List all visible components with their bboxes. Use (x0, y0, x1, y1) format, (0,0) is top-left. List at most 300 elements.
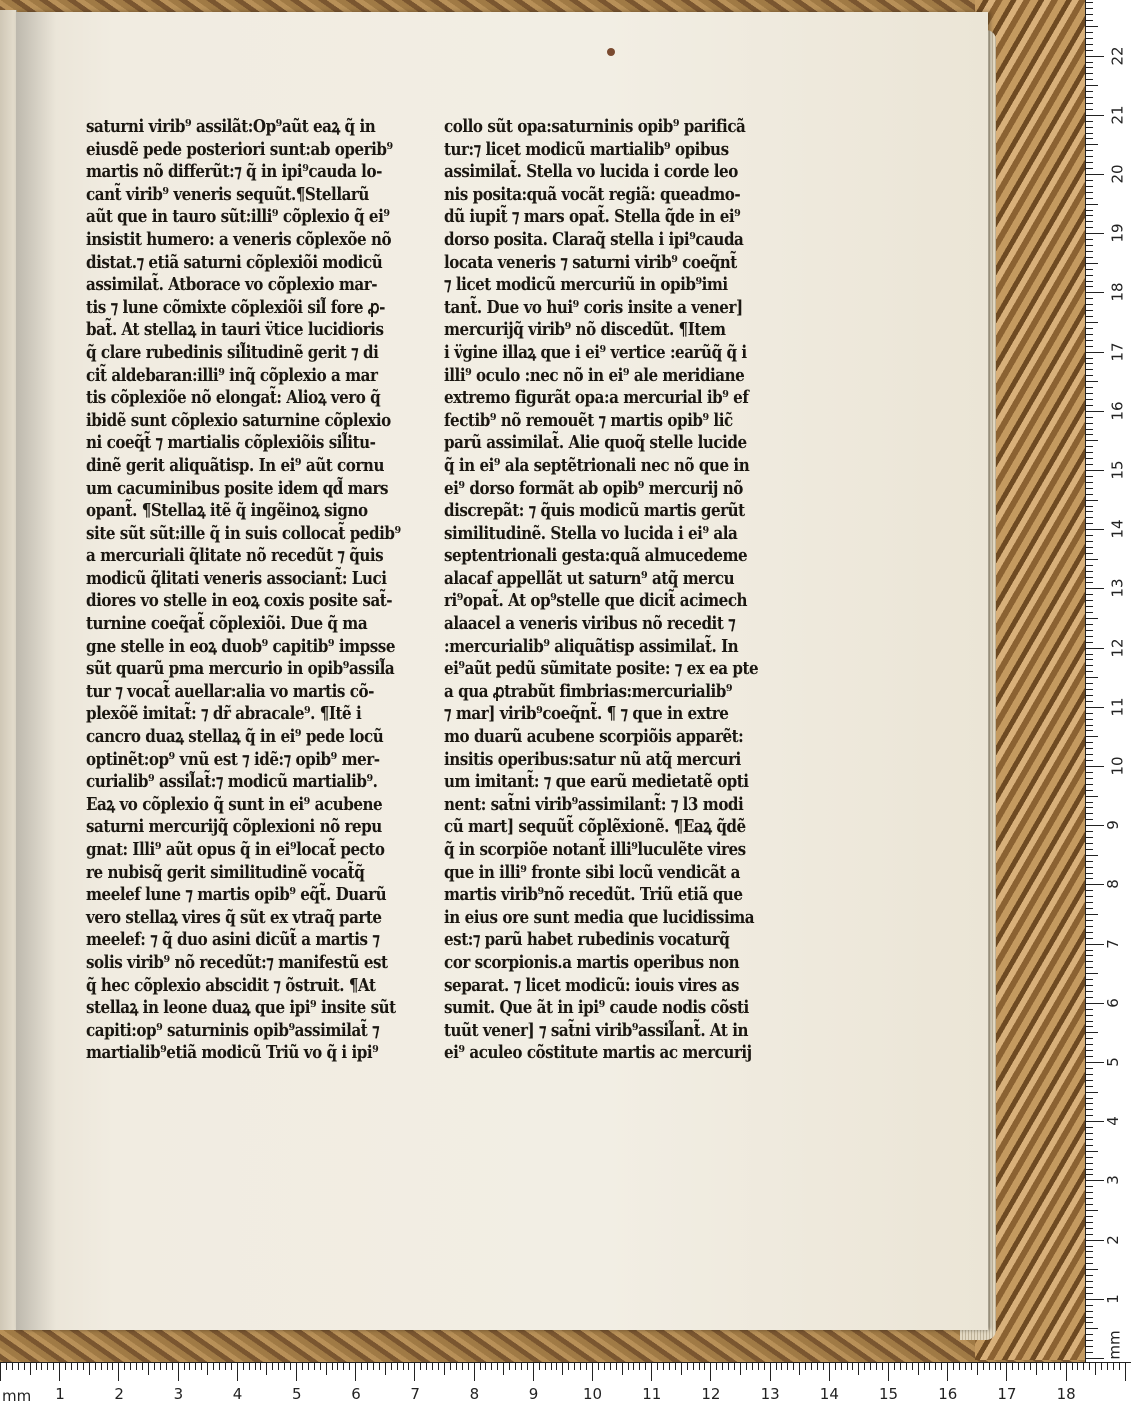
ruler-tick (1101, 1363, 1102, 1370)
text-line: in eius ore sunt media que lucidissima (444, 906, 755, 928)
ruler-tick (1086, 263, 1098, 264)
ruler-tick (1086, 186, 1093, 187)
ruler-tick (432, 1363, 433, 1370)
ruler-tick (1086, 1222, 1093, 1223)
ruler-number: 11 (1108, 697, 1127, 717)
ruler-tick (870, 1363, 871, 1370)
ruler-tick (1024, 1363, 1025, 1370)
ruler-tick (1086, 500, 1098, 501)
ruler-tick (1086, 825, 1104, 826)
ruler-tick (41, 1363, 42, 1370)
ruler-tick (1086, 884, 1104, 885)
ruler-tick (799, 1363, 800, 1375)
ruler-tick (1086, 482, 1093, 483)
ruler-tick (444, 1363, 445, 1375)
ruler-tick (941, 1363, 942, 1370)
ruler-tick (474, 1363, 475, 1381)
ruler-tick (1086, 32, 1093, 33)
ruler-tick (983, 1363, 984, 1370)
ruler-number: 3 (1103, 1175, 1122, 1186)
ruler-tick (1042, 1363, 1043, 1370)
ruler-tick (1086, 571, 1093, 572)
ruler-tick (148, 1363, 149, 1375)
text-line: curialib⁹ assil̃at̃:⁊ modicũ martialib⁹. (86, 771, 378, 793)
text-line: ei⁹ aculeo cõstitute martis ac mercurij (444, 1042, 752, 1064)
ruler-tick (1086, 677, 1098, 678)
ruler-tick (1086, 221, 1093, 222)
ruler-tick (1086, 1216, 1093, 1217)
ruler-tick (408, 1363, 409, 1370)
text-line: martis virib⁹nõ recedũt. Triũ etiã que (444, 884, 743, 906)
ruler-tick (1086, 878, 1093, 879)
ruler-tick (1086, 760, 1093, 761)
ruler-tick (1086, 174, 1104, 175)
text-line: nis posita:quã vocãt regiã: queadmo- (444, 183, 741, 205)
ruler-tick (36, 1363, 37, 1370)
ruler-tick (1086, 778, 1093, 779)
text-line: ⁊ mar] virib⁹coeq̃nt̃. ¶ ⁊ que in extre (444, 703, 729, 725)
ruler-tick (1086, 547, 1093, 548)
ruler-tick (1107, 1363, 1108, 1370)
text-line: sumit. Que ãt in ipi⁹ caude nodis cõsti (444, 997, 749, 1019)
ruler-tick (1086, 1145, 1093, 1146)
ruler-tick (308, 1363, 309, 1370)
ruler-tick (1086, 511, 1093, 512)
ruler-tick (1086, 446, 1093, 447)
ruler-tick (1125, 1363, 1126, 1381)
text-line: dinẽ gerit aliquãtisp. In ei⁹ aũt cornu (86, 454, 384, 476)
ruler-tick (633, 1363, 634, 1370)
ruler-tick (776, 1363, 777, 1370)
ruler-tick (663, 1363, 664, 1370)
ruler-tick (1054, 1363, 1055, 1370)
text-line: dũ iupit̃ ⁊ mars opat̃. Stella q̃de in ei⁹ (444, 206, 741, 228)
ruler-tick (1086, 310, 1093, 311)
text-line: tis ⁊ lune cõmixte cõplexiõi sil̃ fore ꝓ- (86, 296, 385, 318)
ruler-tick (1086, 1240, 1104, 1241)
ruler-tick (142, 1363, 143, 1370)
text-line: que in illi⁹ fronte sibi locũ vendicãt a (444, 861, 740, 883)
text-line: tur ⁊ vocat̃ auellar:alia vo martis cõ- (86, 680, 374, 702)
ruler-tick (1086, 849, 1093, 850)
ruler-tick (1086, 961, 1093, 962)
ruler-tick (710, 1363, 711, 1381)
text-line: solis virib⁹ nõ recedũt:⁊ manifestũ est (86, 951, 388, 973)
ruler-tick (1095, 1363, 1096, 1375)
ruler-tick (669, 1363, 670, 1370)
ruler-tick (426, 1363, 427, 1370)
ruler-tick (1086, 417, 1093, 418)
ruler-tick (1086, 1009, 1093, 1010)
text-line: :mercurialib⁹ aliquãtisp assimilat̃. In (444, 635, 739, 657)
ruler-number: 10 (583, 1385, 603, 1403)
ruler-number: 12 (701, 1385, 721, 1403)
ruler-tick (1086, 1322, 1093, 1323)
ruler-number: 16 (938, 1385, 958, 1403)
ruler-number: 15 (1108, 460, 1127, 480)
ruler-tick (450, 1363, 451, 1370)
text-line: ni coeq̃t̃ ⁊ martialis cõplexiõis sil̃itu- (86, 432, 376, 454)
ruler-number: 1 (1103, 1294, 1122, 1304)
ruler-tick (912, 1363, 913, 1370)
ruler-tick (1086, 1299, 1104, 1300)
text-line: insitis operibus:satur nũ atq̃ mercuri (444, 748, 741, 770)
ruler-tick (207, 1363, 208, 1375)
ruler-tick (1086, 1251, 1093, 1252)
ruler-tick (1086, 1263, 1093, 1264)
ruler-number: 17 (1108, 342, 1127, 362)
ruler-tick (414, 1363, 415, 1381)
horizontal-scale-ruler (0, 1362, 1131, 1407)
ruler-tick (1086, 1015, 1093, 1016)
ruler-tick (1086, 494, 1093, 495)
ruler-tick (1086, 802, 1093, 803)
ruler-tick (1086, 257, 1093, 258)
ruler-tick (1086, 636, 1093, 637)
ruler-tick (468, 1363, 469, 1370)
ruler-tick (1086, 701, 1093, 702)
ruler-tick (1086, 316, 1093, 317)
ruler-tick (787, 1363, 788, 1370)
ruler-tick (1086, 1334, 1093, 1335)
ruler-tick (1086, 73, 1093, 74)
ruler-tick (1018, 1363, 1019, 1370)
ruler-tick (864, 1363, 865, 1370)
ruler-tick (1086, 1115, 1093, 1116)
ruler-tick (118, 1363, 119, 1381)
ruler-tick (1086, 239, 1093, 240)
ruler-tick (485, 1363, 486, 1370)
text-line: nent: sat̃ni virib⁹assimilant̃: ⁊ l3 modi (444, 793, 744, 815)
ruler-tick (1086, 26, 1098, 27)
ruler-number: 4 (232, 1385, 243, 1403)
ruler-tick (1086, 1151, 1098, 1152)
ruler-tick (1119, 1363, 1120, 1370)
ruler-tick (906, 1363, 907, 1370)
ruler-tick (184, 1363, 185, 1370)
ruler-tick (1086, 1098, 1093, 1099)
text-line: parũ assimilat̃. Alie quoq̃ stelle lucide (444, 432, 747, 454)
ruler-tick (349, 1363, 350, 1370)
ruler-tick (1086, 440, 1098, 441)
ruler-tick (716, 1363, 717, 1370)
ruler-tick (704, 1363, 705, 1370)
ruler-tick (734, 1363, 735, 1370)
ruler-tick (1086, 1003, 1104, 1004)
ruler-tick (639, 1363, 640, 1370)
ink-spot (607, 48, 615, 56)
ruler-tick (231, 1363, 232, 1370)
ruler-tick (1086, 588, 1104, 589)
ruler-tick (302, 1363, 303, 1370)
ruler-number: 13 (1108, 578, 1127, 598)
ruler-tick (1086, 1287, 1093, 1288)
text-line: re nubisq̃ gerit similitudinẽ vocat̃q̃ (86, 861, 365, 883)
ruler-tick (953, 1363, 954, 1370)
ruler-tick (1086, 689, 1093, 690)
text-line: a mercuriali q̃litate nõ recedũt ⁊ q̃uis (86, 545, 384, 567)
text-line: alaacel a veneris viribus nõ recedit ⁊ (444, 613, 736, 635)
ruler-tick (95, 1363, 96, 1370)
text-line: plexõẽ imitat̃: ⁊ dr̃ abracale⁹. ¶Itẽ i (86, 703, 362, 725)
ruler-tick (770, 1363, 771, 1381)
ruler-tick (977, 1363, 978, 1375)
ruler-tick (888, 1363, 889, 1381)
ruler-tick (781, 1363, 782, 1370)
ruler-tick (1086, 1133, 1093, 1134)
ruler-tick (1086, 156, 1093, 157)
ruler-tick (1086, 535, 1093, 536)
ruler-tick (47, 1363, 48, 1370)
ruler-tick (1086, 8, 1093, 9)
ruler-number: 3 (173, 1385, 184, 1403)
ruler-tick (1086, 1068, 1093, 1069)
ruler-tick (929, 1363, 930, 1370)
ruler-tick (1086, 1210, 1098, 1211)
ruler-number: 6 (351, 1385, 361, 1403)
ruler-tick (320, 1363, 321, 1370)
ruler-tick (1086, 1228, 1093, 1229)
ruler-tick (65, 1363, 66, 1370)
ruler-tick (1086, 1317, 1093, 1318)
ruler-tick (1086, 334, 1093, 335)
ruler-tick (1086, 582, 1093, 583)
text-line: sũt quarũ pma mercurio in opib⁹assil̃a (86, 658, 395, 680)
ruler-tick (0, 1363, 1, 1381)
ruler-tick (965, 1363, 966, 1370)
text-line: locata veneris ⁊ saturni virib⁹ coeq̃nt̃ (444, 251, 737, 273)
text-line: est:⁊ parũ habet rubedinis vocaturq̃ (444, 929, 730, 951)
ruler-tick (1086, 1269, 1098, 1270)
ruler-number: 5 (292, 1385, 302, 1403)
ruler-tick (243, 1363, 244, 1370)
text-line: optinẽt:op⁹ vnũ est ⁊ idẽ:⁊ opib⁹ mer- (86, 748, 380, 770)
right-text-column (444, 116, 758, 1065)
ruler-tick (1086, 594, 1093, 595)
ruler-tick (1086, 369, 1093, 370)
ruler-tick (1086, 1275, 1093, 1276)
ruler-tick (1086, 1103, 1093, 1104)
ruler-tick (1086, 346, 1093, 347)
text-line: tant̃. Due vo hui⁹ coris insite a vener] (444, 296, 743, 318)
text-line: discrepãt: ⁊ q̃uis modicũ martis gerũt (444, 500, 745, 522)
ruler-tick (959, 1363, 960, 1370)
ruler-tick (1086, 1092, 1098, 1093)
ruler-tick (326, 1363, 327, 1375)
ruler-tick (1086, 807, 1093, 808)
ruler-tick (1086, 144, 1098, 145)
ruler-number: 18 (1108, 282, 1127, 302)
ruler-tick (1086, 665, 1093, 666)
ruler-tick (1086, 736, 1098, 737)
ruler-tick (1086, 115, 1104, 116)
ruler-tick (1086, 1246, 1093, 1247)
ruler-tick (1086, 973, 1098, 974)
ruler-tick (592, 1363, 593, 1381)
text-line: ⁊ licet modicũ mercuriũ in opib⁹imi (444, 274, 728, 296)
ruler-tick (764, 1363, 765, 1370)
ruler-tick (1048, 1363, 1049, 1370)
ruler-tick (71, 1363, 72, 1370)
ruler-tick (397, 1363, 398, 1370)
text-line: cancro duaꝝ stellaꝝ q̃ in ei⁹ pede locũ (86, 726, 384, 748)
ruler-number: 1 (55, 1385, 65, 1403)
ruler-tick (154, 1363, 155, 1370)
ruler-tick (1066, 1363, 1067, 1381)
ruler-tick (1036, 1363, 1037, 1375)
ruler-tick (1086, 932, 1093, 933)
ruler-tick (30, 1363, 31, 1375)
ruler-tick (1086, 180, 1093, 181)
ruler-tick (1086, 630, 1093, 631)
ruler-tick (438, 1363, 439, 1370)
ruler-tick (924, 1363, 925, 1370)
ruler-tick (1086, 210, 1093, 211)
ruler-tick (112, 1363, 113, 1370)
ruler-tick (6, 1363, 7, 1370)
ruler-tick (645, 1363, 646, 1370)
ruler-tick (1086, 488, 1093, 489)
ruler-tick (681, 1363, 682, 1375)
ruler-tick (1086, 1050, 1093, 1051)
ruler-tick (556, 1363, 557, 1370)
ruler-tick (1086, 600, 1093, 601)
ruler-tick (1086, 1192, 1093, 1193)
ruler-tick (314, 1363, 315, 1370)
ruler-tick (1086, 754, 1093, 755)
ruler-tick (1086, 730, 1093, 731)
ruler-tick (77, 1363, 78, 1370)
ruler-tick (178, 1363, 179, 1381)
text-line: mercurijq̃ virib⁹ nõ discedũt. ¶Item (444, 319, 726, 341)
ruler-tick (722, 1363, 723, 1370)
ruler-tick (1086, 97, 1093, 98)
text-line: ibidẽ sunt cõplexio saturnine cõplexio (86, 409, 391, 431)
ruler-tick (343, 1363, 344, 1370)
ruler-tick (1086, 790, 1093, 791)
ruler-tick (1086, 464, 1093, 465)
ruler-tick (373, 1363, 374, 1370)
ruler-tick (1086, 748, 1093, 749)
ruler-tick (201, 1363, 202, 1370)
ruler-tick (456, 1363, 457, 1370)
ruler-tick (1086, 85, 1098, 86)
ruler-tick (1086, 950, 1093, 951)
ruler-tick (1086, 375, 1093, 376)
ruler-tick (971, 1363, 972, 1370)
ruler-tick (107, 1363, 108, 1370)
ruler-tick (521, 1363, 522, 1370)
text-line: gne stelle in eoꝝ duob⁹ capitib⁹ impsse (86, 635, 396, 657)
ruler-tick (367, 1363, 368, 1370)
ruler-number: 18 (1056, 1385, 1076, 1403)
text-line: cant̃ virib⁹ veneris sequũt.¶Stellarũ (86, 183, 369, 205)
text-line: diores vo stelle in eoꝝ coxis posite sat̃- (86, 590, 393, 612)
ruler-tick (989, 1363, 990, 1370)
ruler-tick (1086, 1169, 1093, 1170)
ruler-tick (1086, 659, 1093, 660)
ruler-tick (1086, 861, 1093, 862)
ruler-tick (545, 1363, 546, 1370)
ruler-tick (1086, 292, 1104, 293)
ruler-tick (266, 1363, 267, 1375)
ruler-tick (1086, 1062, 1104, 1063)
ruler-tick (728, 1363, 729, 1370)
ruler-tick (1086, 358, 1093, 359)
text-line: assimilat̃. Stella vo lucida i corde leo (444, 161, 738, 183)
ruler-number: 7 (410, 1385, 420, 1403)
ruler-tick (1086, 813, 1093, 814)
ruler-number: 7 (1103, 938, 1122, 949)
ruler-tick (1086, 1305, 1093, 1306)
ruler-tick (805, 1363, 806, 1370)
ruler-tick (1086, 648, 1104, 649)
ruler-tick (1077, 1363, 1078, 1370)
ruler-tick (1086, 517, 1093, 518)
ruler-tick (1086, 286, 1093, 287)
ruler-tick (24, 1363, 25, 1370)
ruler-tick (391, 1363, 392, 1370)
ruler-tick (89, 1363, 90, 1375)
ruler-tick (1060, 1363, 1061, 1370)
ruler-number: 20 (1108, 164, 1127, 184)
ruler-tick (1083, 1363, 1084, 1370)
ruler-tick (1086, 198, 1093, 199)
ruler-tick (580, 1363, 581, 1370)
text-line: q̃ in ei⁹ ala septẽtrionali nec nõ que in (444, 454, 750, 476)
ruler-tick (480, 1363, 481, 1370)
ruler-tick (1086, 766, 1104, 767)
text-line: site sũt sũt:ille q̃ in suis collocat̃ pedib⁹ (86, 522, 401, 544)
ruler-tick (59, 1363, 60, 1381)
ruler-number: 14 (819, 1385, 839, 1403)
ruler-tick (882, 1363, 883, 1370)
ruler-tick (53, 1363, 54, 1370)
ruler-tick (1086, 1139, 1093, 1140)
ruler-tick (1086, 671, 1093, 672)
ruler-number: 5 (1103, 1057, 1122, 1067)
ruler-tick (1086, 1281, 1093, 1282)
ruler-tick (687, 1363, 688, 1370)
text-line: aũt que in tauro sũt:illi⁹ cõplexio q̃ ei⁹ (86, 206, 390, 228)
ruler-tick (1086, 1109, 1093, 1110)
ruler-tick (574, 1363, 575, 1370)
text-line: cũ mart] sequũt̃ cõplẽxionẽ. ¶Eaꝝ q̃dẽ (444, 816, 746, 838)
ruler-tick (1086, 109, 1093, 110)
text-line: separat. ⁊ licet modicũ: iouis vires as (444, 974, 739, 996)
ruler-tick (740, 1363, 741, 1375)
ruler-tick (1086, 67, 1093, 68)
ruler-tick (610, 1363, 611, 1370)
ruler-tick (1086, 979, 1093, 980)
ruler-tick (1086, 1340, 1093, 1341)
ruler-tick (462, 1363, 463, 1370)
ruler-tick (1086, 411, 1104, 412)
ruler-tick (1086, 56, 1104, 57)
ruler-tick (1086, 606, 1093, 607)
ruler-tick (420, 1363, 421, 1370)
ruler-tick (1086, 322, 1098, 323)
ruler-tick (1086, 14, 1093, 15)
ruler-tick (1086, 1021, 1093, 1022)
ruler-number: 16 (1108, 401, 1127, 421)
ruler-tick (1086, 138, 1093, 139)
ruler-tick (758, 1363, 759, 1370)
ruler-tick (1086, 1204, 1093, 1205)
ruler-tick (568, 1363, 569, 1370)
text-line: insistit humero: a veneris cõplexõe nõ (86, 228, 392, 250)
ruler-tick (829, 1363, 830, 1381)
